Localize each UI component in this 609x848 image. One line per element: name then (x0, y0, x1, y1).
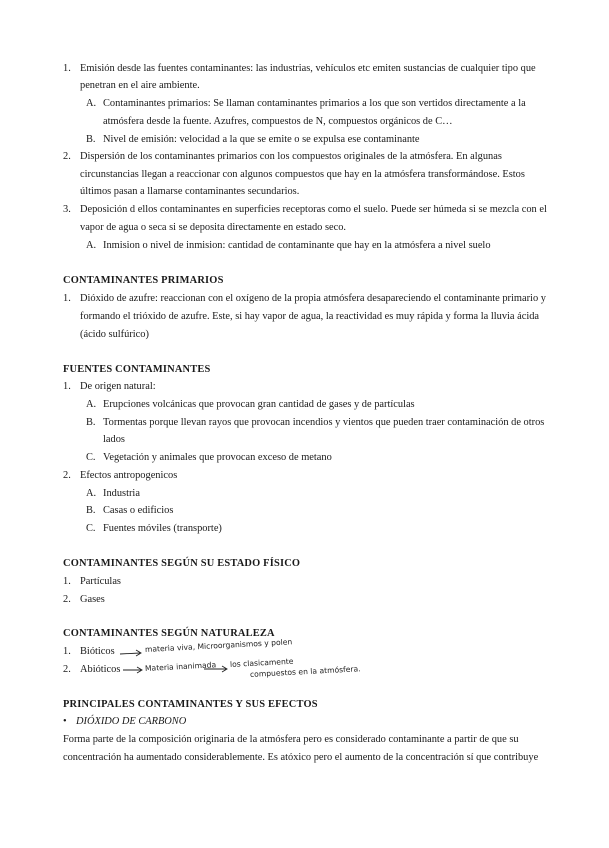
list-item-text: últimos pasan a llamarse contaminantes secundarios. (80, 186, 300, 197)
section-heading: CONTAMINANTES PRIMARIOS (63, 275, 224, 286)
section-heading: FUENTES CONTAMINANTES (63, 364, 211, 375)
section-heading: CONTAMINANTES SEGÚN SU ESTADO FÍSICO (63, 558, 301, 569)
list-number: 3. (63, 204, 71, 215)
list-item-text: Dióxido de azufre: reaccionan con el oxígeno de la propia atmósfera desapareciendo el contaminante primario y (80, 293, 546, 304)
list-number: 1. (63, 576, 71, 587)
section-heading: CONTAMINANTES SEGÚN NATURALEZA (63, 628, 275, 639)
sublist-item-text: Contaminantes primarios: Se llaman contaminantes primarios a los que son vertidos directamente a la (103, 98, 526, 109)
list-item-text: Dispersión de los contaminantes primarios con los compuestos originales de la atmósfera. En algunas (80, 151, 502, 162)
sublist-item-text: Vegetación y animales que provocan exceso de metano (103, 452, 332, 463)
handwritten-note: los clasicamente (229, 656, 294, 669)
list-item-text: (ácido sulfúrico) (80, 329, 149, 340)
handwritten-arrow-icon (203, 664, 229, 674)
list-number: 1. (63, 63, 71, 74)
sublist-item-text: atmósfera desde la fuente. Azufres, compuestos de N, compuestos orgánicos de C… (103, 116, 453, 127)
sublist-item-text: Tormentas porque llevan rayos que provocan incendios y vientos que pueden traer contaminación de otros (103, 417, 545, 428)
list-item-text: Emisión desde las fuentes contaminantes: las industrias, vehículos etc emiten sustancias de cualquier tipo que (80, 63, 536, 74)
sublist-item-text: Inmision o nivel de inmision: cantidad de contaminante que hay en la atmósfera a nivel suelo (103, 240, 491, 251)
sublist-letter: A. (86, 98, 97, 109)
list-item-text: De origen natural: (80, 381, 156, 392)
list-number: 1. (63, 381, 71, 392)
sublist-letter: B. (86, 134, 96, 145)
list-number: 1. (63, 646, 71, 657)
handwritten-note: compuestos en la atmósfera. (249, 664, 361, 679)
sublist-item-text: Industria (103, 488, 140, 499)
sublist-letter: B. (86, 505, 96, 516)
sublist-letter: B. (86, 417, 96, 428)
list-item-text: Bióticos (80, 646, 115, 657)
sublist-item-text: Erupciones volcánicas que provocan gran cantidad de gases y de partículas (103, 399, 415, 410)
list-number: 2. (63, 151, 71, 162)
handwritten-arrow-icon (122, 665, 144, 675)
handwritten-arrow-icon (119, 648, 143, 658)
sublist-item-text: Nivel de emisión: velocidad a la que se emite o se expulsa ese contaminante (103, 134, 420, 145)
list-item-text: Partículas (80, 576, 121, 587)
sublist-letter: A. (86, 240, 97, 251)
subheading: DIÓXIDO DE CARBONO (76, 716, 187, 727)
handwritten-note: Materia inanimada (144, 660, 217, 673)
handwritten-note: materia viva, Microorganismos y polen (144, 637, 293, 654)
sublist-letter: A. (86, 488, 97, 499)
list-number: 1. (63, 293, 71, 304)
paragraph-line: Forma parte de la composición originaria de la atmósfera pero es considerado contaminante a partir de que su (63, 734, 519, 745)
section-heading: PRINCIPALES CONTAMINANTES Y SUS EFECTOS (63, 699, 318, 710)
sublist-item-text: lados (103, 434, 125, 445)
list-item-text: Abióticos (80, 664, 121, 675)
sublist-letter: A. (86, 399, 97, 410)
list-item-text: formando el trióxido de azufre. Este, si hay vapor de agua, la reactividad es muy rápida y forma la lluvia ácida (80, 311, 540, 322)
list-item-text: vapor de agua o seca si se deposita directamente en estado seco. (80, 222, 347, 233)
list-item-text: Gases (80, 594, 105, 605)
list-item-text: circunstancias llegan a reaccionar con algunos compuestos que hay en la atmósfera transformándose. Estos (80, 169, 525, 180)
list-number: 2. (63, 470, 71, 481)
list-number: 2. (63, 594, 71, 605)
paragraph-line: concentración ha aumentado considerablemente. Es atóxico pero el aumento de la concentración sí que contribuye (63, 752, 539, 763)
sublist-letter: C. (86, 452, 96, 463)
list-item-text: Deposición d ellos contaminantes en superficies receptoras como el suelo. Puede ser húmeda si se mezcla con el (80, 204, 547, 215)
list-item-text: Efectos antropogenicos (80, 470, 178, 481)
sublist-item-text: Fuentes móviles (transporte) (103, 523, 222, 534)
sublist-item-text: Casas o edificios (103, 505, 174, 516)
sublist-letter: C. (86, 523, 96, 534)
list-number: 2. (63, 664, 71, 675)
bullet: • (63, 716, 67, 727)
list-item-text: penetran en el aire ambiente. (80, 80, 200, 91)
